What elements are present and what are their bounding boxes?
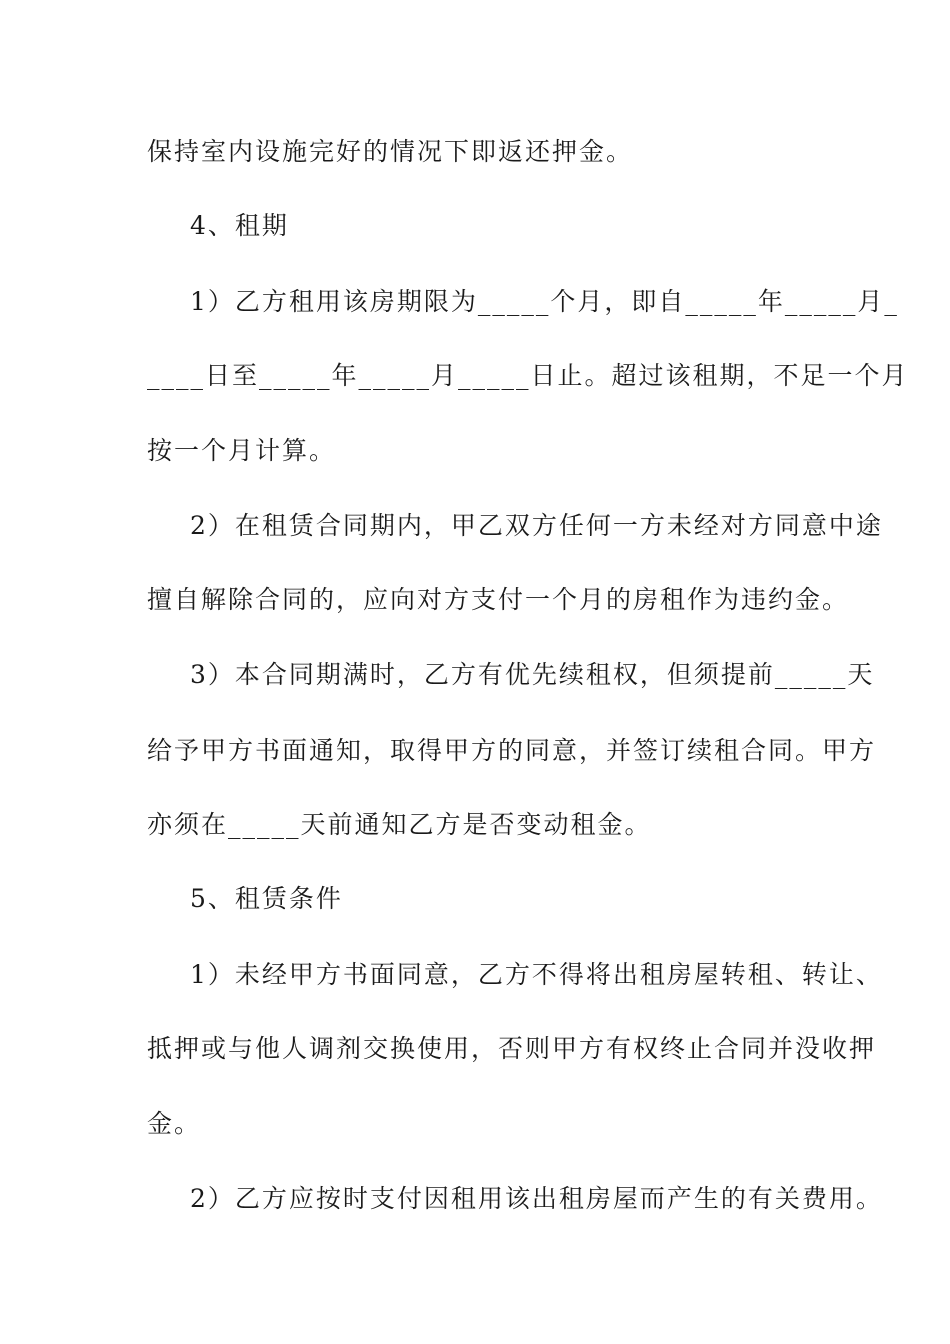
text-line: 亦须在_____天前通知乙方是否变动租金。 [147, 810, 652, 839]
text-line: 1）乙方租用该房期限为_____个月，即自_____年_____月_ [190, 287, 899, 316]
text-line: 1）未经甲方书面同意，乙方不得将出租房屋转租、转让、 [190, 960, 883, 989]
text-line: 保持室内设施完好的情况下即返还押金。 [147, 137, 634, 166]
text-line: ____日至_____年_____月_____日止。超过该租期，不足一个月 [147, 361, 909, 390]
section-heading: 4、租期 [190, 211, 289, 240]
text-line: 2）在租赁合同期内，甲乙双方任何一方未经对方同意中途 [190, 511, 883, 540]
text-line: 2）乙方应按时支付因租用该出租房屋而产生的有关费用。 [190, 1184, 883, 1213]
text-line: 擅自解除合同的，应向对方支付一个月的房租作为违约金。 [147, 585, 850, 614]
text-line: 按一个月计算。 [147, 436, 337, 465]
text-line: 给予甲方书面通知，取得甲方的同意，并签订续租合同。甲方 [147, 736, 877, 765]
text-line: 3）本合同期满时，乙方有优先续租权，但须提前_____天 [190, 660, 875, 689]
text-line: 金。 [147, 1109, 202, 1138]
text-line: 抵押或与他人调剂交换使用，否则甲方有权终止合同并没收押 [147, 1034, 877, 1063]
section-heading: 5、租赁条件 [190, 884, 343, 913]
